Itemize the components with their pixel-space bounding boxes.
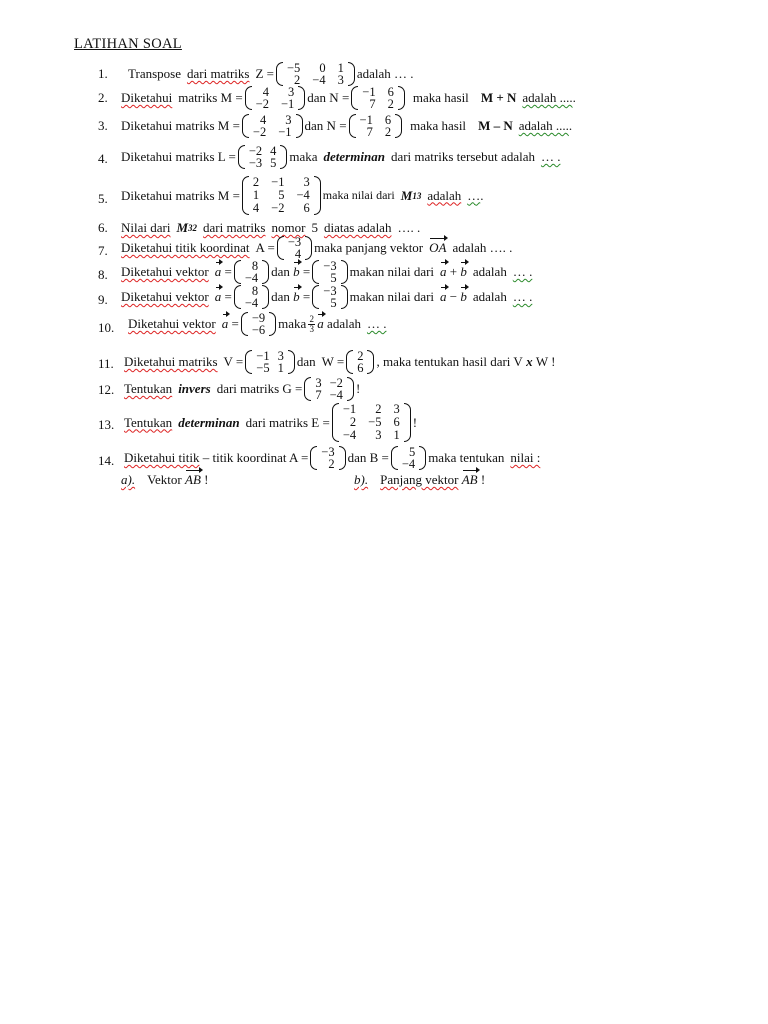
left-paren <box>312 285 319 309</box>
matrix-entry: 4 <box>252 201 260 215</box>
matrix-entry: −4 <box>244 296 259 310</box>
left-paren <box>234 285 241 309</box>
question-body <box>128 62 414 86</box>
question-text: M – N <box>478 118 513 133</box>
matrix-entry: 3 <box>277 349 284 363</box>
question-body <box>354 472 485 488</box>
matrix-entry: 5 <box>330 296 337 310</box>
right-paren <box>367 350 374 374</box>
question-text: determinan <box>178 414 240 430</box>
question-text: maka panjang vektor <box>314 240 424 255</box>
vector-matrix <box>234 285 269 309</box>
question-text: 5 <box>311 220 318 235</box>
vector-matrix <box>346 350 374 374</box>
question-body <box>121 86 576 110</box>
vector-symbol: a <box>221 316 229 331</box>
question-body <box>121 114 572 138</box>
question-11 <box>0 350 555 374</box>
right-paren <box>341 260 348 284</box>
question-text: maka nilai dari <box>322 188 395 202</box>
question-text: maka hasil <box>412 90 469 105</box>
matrix-entry: 4 <box>262 85 269 99</box>
question-text: = <box>224 289 232 304</box>
question-body <box>121 260 532 284</box>
matrix-entry: 2 <box>375 402 382 416</box>
right-paren <box>269 312 276 336</box>
question-number: 8. <box>98 267 108 282</box>
matrix-entry: 2 <box>349 415 357 429</box>
matrix-entry: 1 <box>393 428 400 442</box>
question-10 <box>0 312 386 336</box>
question-number: 13. <box>98 417 115 432</box>
right-paren <box>296 114 303 138</box>
sub-item-label: b). <box>354 472 369 487</box>
question-body <box>124 350 555 374</box>
question-text: makan nilai dari <box>349 289 435 304</box>
matrix-entry: 4 <box>259 113 267 127</box>
right-paren <box>341 285 348 309</box>
left-paren <box>241 312 248 336</box>
matrix <box>351 86 405 110</box>
question-text: ! <box>355 381 361 396</box>
matrix-entry: 2 <box>294 73 301 87</box>
question-body <box>121 220 420 236</box>
left-paren <box>351 86 358 110</box>
question-text: Diketahui titik <box>124 450 200 465</box>
question-14a <box>0 472 209 488</box>
question-body <box>128 312 386 336</box>
question-number: 11. <box>98 356 114 371</box>
question-text: Diketahui vektor <box>121 289 209 304</box>
question-text: maka <box>278 316 307 331</box>
matrix-entry: 3 <box>375 428 382 442</box>
question-number: 9. <box>98 292 108 307</box>
vector-symbol: OA <box>429 240 447 255</box>
vector-symbol: a <box>440 264 447 279</box>
vector-symbol: b <box>460 289 467 304</box>
matrix <box>242 176 321 215</box>
question-text: dan N = <box>307 90 350 105</box>
vector-matrix <box>312 260 347 284</box>
left-paren <box>238 145 245 169</box>
vector-matrix <box>234 260 269 284</box>
matrix-entry: 8 <box>251 259 259 273</box>
right-paren <box>404 403 411 442</box>
question-text: maka <box>289 149 318 164</box>
matrix-entry: −4 <box>401 457 416 471</box>
vector-symbol: b <box>460 264 467 279</box>
question-text: …. . <box>397 220 421 235</box>
matrix-grid <box>252 86 299 110</box>
matrix-entry: −1 <box>342 402 357 416</box>
question-text: , maka tentukan hasil dari V <box>376 354 523 369</box>
right-paren <box>339 446 346 470</box>
question-text: = <box>302 264 311 279</box>
matrix-grid <box>398 446 419 470</box>
question-text: = <box>302 289 311 304</box>
question-6 <box>0 220 420 236</box>
matrix-entry: 6 <box>387 85 394 99</box>
matrix-grid <box>319 285 340 309</box>
question-body <box>121 176 484 215</box>
matrix-entry: 5 <box>408 445 416 459</box>
matrix-entry: −2 <box>248 144 263 158</box>
vector-symbol: a <box>317 316 324 331</box>
matrix-entry: −2 <box>271 201 285 215</box>
question-text: A = <box>255 240 275 255</box>
vector-matrix <box>310 446 345 470</box>
matrix-entry: 7 <box>366 125 373 139</box>
question-text: diatas adalah <box>323 220 392 235</box>
question-text: adalah <box>427 187 462 203</box>
matrix-grid <box>241 285 262 309</box>
right-paren <box>419 446 426 470</box>
question-text: dari matriks <box>203 220 266 235</box>
matrix-entry: −2 <box>255 97 269 111</box>
matrix-entry: 6 <box>303 201 310 215</box>
question-text: Diketahui matriks L = <box>121 149 236 164</box>
left-paren <box>304 377 311 401</box>
question-number: 14. <box>98 453 115 468</box>
matrix-entry: −9 <box>251 311 266 325</box>
left-paren <box>312 260 319 284</box>
right-paren <box>348 62 355 86</box>
question-text: … <box>467 187 481 203</box>
matrix-entry: −4 <box>312 73 326 87</box>
question-text: adalah <box>327 316 361 331</box>
matrix-entry: 2 <box>384 125 392 139</box>
question-number: 2. <box>98 90 108 105</box>
question-13 <box>0 403 417 442</box>
question-text: nilai : <box>510 450 541 465</box>
question-text: ! <box>412 414 418 430</box>
vector-symbol: b <box>293 264 300 279</box>
question-text: Diketahui matriks M = <box>121 187 240 203</box>
left-paren <box>242 114 249 138</box>
question-text: ! <box>480 472 486 487</box>
question-text: M <box>176 220 189 235</box>
matrix-entry: 6 <box>393 415 400 429</box>
question-text: dan <box>296 354 316 369</box>
question-4 <box>0 145 560 169</box>
question-7 <box>0 236 512 260</box>
question-text: adalah <box>472 289 507 304</box>
matrix-entry: 1 <box>277 361 284 375</box>
question-text: nomor <box>271 220 306 235</box>
matrix-entry: −1 <box>278 125 292 139</box>
left-paren <box>349 114 356 138</box>
matrix-entry: 8 <box>251 284 259 298</box>
question-8 <box>0 260 532 284</box>
question-number: 4. <box>98 151 108 166</box>
matrix-entry: −3 <box>287 235 302 249</box>
question-text: makan nilai dari <box>349 264 435 279</box>
matrix-entry: −1 <box>362 85 376 99</box>
question-text: M + N <box>480 90 517 105</box>
left-paren <box>332 403 339 442</box>
question-text: V = <box>223 354 244 369</box>
question-text: dan B = <box>347 450 389 465</box>
fraction <box>308 315 315 334</box>
matrix-entry: −6 <box>251 323 266 337</box>
matrix-grid <box>319 260 340 284</box>
left-paren <box>310 446 317 470</box>
matrix-entry: 7 <box>315 388 322 402</box>
question-12 <box>0 377 360 401</box>
question-number: 10. <box>98 320 115 335</box>
question-number: 3. <box>98 118 108 133</box>
question-text: Diketahui titik koordinat <box>121 240 250 255</box>
question-text: = <box>231 316 239 331</box>
question-text: Tentukan <box>124 414 173 430</box>
matrix <box>332 403 411 442</box>
matrix-entry: 4 <box>294 247 302 261</box>
question-3 <box>0 114 572 138</box>
question-text: W ! <box>535 354 556 369</box>
question-number: 12. <box>98 382 115 397</box>
question-text: … . <box>366 316 387 331</box>
operator: + <box>449 264 458 279</box>
matrix <box>304 377 354 401</box>
question-text: Nilai dari <box>121 220 171 235</box>
question-body <box>121 472 209 488</box>
vector-matrix <box>391 446 426 470</box>
question-text: – titik koordinat A = <box>202 450 309 465</box>
matrix-entry: −1 <box>271 175 285 189</box>
matrix-entry: −4 <box>329 388 343 402</box>
matrix-entry: −1 <box>280 97 295 111</box>
matrix <box>276 62 355 86</box>
question-text: Diketahui matriks <box>124 354 218 369</box>
matrix-entry: 3 <box>285 113 292 127</box>
matrix-entry: −3 <box>248 156 263 170</box>
right-paren <box>314 176 321 215</box>
question-number: 1. <box>98 66 108 81</box>
question-text: dari matriks E = <box>245 414 330 430</box>
question-text: x <box>526 354 533 369</box>
question-text: Tentukan <box>124 381 173 396</box>
matrix-entry: −2 <box>252 125 267 139</box>
matrix-entry: −5 <box>286 61 301 75</box>
vector-symbol: AB <box>185 472 201 487</box>
question-text: . <box>572 90 576 105</box>
vector-symbol: b <box>293 289 300 304</box>
matrix-entry: −4 <box>342 428 357 442</box>
question-body <box>124 403 417 442</box>
question-body <box>124 377 360 401</box>
matrix <box>245 350 295 374</box>
question-text: Vektor <box>147 472 182 487</box>
question-1 <box>0 62 414 86</box>
matrix-entry: −2 <box>329 376 343 390</box>
matrix-entry: 2 <box>387 97 394 111</box>
question-text: Diketahui <box>121 90 173 105</box>
question-number: 5. <box>98 191 108 206</box>
question-text: dari matriks <box>186 66 250 81</box>
left-paren <box>242 176 249 215</box>
matrix-entry: 3 <box>303 175 310 189</box>
question-text: … . <box>512 264 533 279</box>
matrix-entry: 3 <box>315 376 322 390</box>
matrix-grid <box>252 350 288 374</box>
matrix-entry: −3 <box>321 445 335 459</box>
vector-symbol: a <box>214 289 222 304</box>
question-text: dan <box>271 264 290 279</box>
question-number: 6. <box>98 220 108 235</box>
question-text: Transpose <box>128 66 181 81</box>
question-number: 7. <box>98 243 108 258</box>
right-paren <box>288 350 295 374</box>
fraction-part: 3 <box>309 323 315 334</box>
vector-symbol: AB <box>461 472 478 487</box>
right-paren <box>262 285 269 309</box>
question-text: Z = <box>255 66 274 81</box>
matrix-entry: 2 <box>252 175 260 189</box>
matrix-grid <box>358 86 398 110</box>
vector-matrix <box>277 236 312 260</box>
question-text: maka tentukan <box>428 450 505 465</box>
matrix-entry: −1 <box>256 349 270 363</box>
matrix-entry: 0 <box>319 61 326 75</box>
matrix-entry: 5 <box>270 156 277 170</box>
question-text: dari matriks G = <box>216 381 303 396</box>
vector-matrix <box>312 285 347 309</box>
question-body <box>121 145 560 169</box>
right-paren <box>262 260 269 284</box>
question-text: dan N = <box>304 118 347 133</box>
matrix-entry: 1 <box>252 188 260 202</box>
matrix-grid <box>245 145 281 169</box>
question-5 <box>0 176 484 215</box>
question-text: adalah <box>472 264 507 279</box>
question-text: ! <box>204 472 209 487</box>
question-2 <box>0 86 576 110</box>
vector-symbol: a <box>214 264 222 279</box>
matrix <box>242 114 303 138</box>
matrix-grid <box>248 312 269 336</box>
question-text: adalah .... <box>518 118 569 133</box>
question-body <box>121 285 532 309</box>
right-paren <box>305 236 312 260</box>
matrix-entry: 3 <box>337 73 344 87</box>
vector-symbol: a <box>440 289 447 304</box>
matrix-entry: 1 <box>337 61 344 75</box>
question-text: determinan <box>323 149 385 164</box>
question-text: maka hasil <box>410 118 467 133</box>
matrix-grid <box>356 114 396 138</box>
question-text: matriks M = <box>178 90 243 105</box>
matrix-entry: −5 <box>368 415 382 429</box>
matrix-grid <box>353 350 367 374</box>
question-text: adalah …. . <box>452 240 513 255</box>
matrix-entry: −4 <box>296 188 310 202</box>
matrix-entry: 5 <box>330 271 337 285</box>
sub-item-label: a). <box>121 472 136 487</box>
matrix-entry: 7 <box>369 97 376 111</box>
matrix <box>245 86 306 110</box>
question-text: M <box>400 187 413 203</box>
matrix-entry: −4 <box>244 271 259 285</box>
operator: − <box>449 289 458 304</box>
right-paren <box>298 86 305 110</box>
question-text: = <box>224 264 232 279</box>
left-paren <box>391 446 398 470</box>
question-text: adalah .... <box>522 90 573 105</box>
matrix-entry: −5 <box>256 361 270 375</box>
right-paren <box>280 145 287 169</box>
question-text: Diketahui vektor <box>128 316 216 331</box>
matrix-entry: 6 <box>357 361 364 375</box>
vector-matrix <box>241 312 276 336</box>
question-text: Panjang vektor <box>380 472 459 487</box>
question-text: dan <box>271 289 290 304</box>
matrix-grid <box>249 114 296 138</box>
fraction-part: 2 <box>309 313 315 324</box>
matrix-grid <box>284 236 305 260</box>
matrix-entry: −1 <box>359 113 373 127</box>
question-text: W = <box>321 354 345 369</box>
left-paren <box>234 260 241 284</box>
matrix <box>349 114 403 138</box>
matrix-entry: −3 <box>323 284 337 298</box>
left-paren <box>276 62 283 86</box>
question-text: 32 <box>188 223 198 233</box>
left-paren <box>245 86 252 110</box>
matrix-entry: 4 <box>270 144 277 158</box>
question-text: dari matriks tersebut adalah <box>390 149 535 164</box>
question-text: Diketahui matriks M = <box>121 118 240 133</box>
matrix-entry: 6 <box>384 113 392 127</box>
left-paren <box>277 236 284 260</box>
right-paren <box>395 114 402 138</box>
question-text: 13 <box>412 190 422 201</box>
question-14b <box>354 472 485 488</box>
question-14 <box>0 446 540 470</box>
question-body <box>121 236 512 260</box>
matrix-grid <box>249 176 314 215</box>
right-paren <box>398 86 405 110</box>
right-paren <box>347 377 354 401</box>
matrix-entry: −3 <box>323 259 337 273</box>
question-text: adalah … . <box>356 66 414 81</box>
question-text: … . <box>512 289 533 304</box>
matrix-entry: 3 <box>393 402 400 416</box>
left-paren <box>346 350 353 374</box>
matrix-grid <box>317 446 338 470</box>
page-title: LATIHAN SOAL <box>74 36 182 52</box>
question-text: . <box>480 187 484 203</box>
matrix-entry: 2 <box>328 457 335 471</box>
question-9 <box>0 285 532 309</box>
matrix-grid <box>241 260 262 284</box>
matrix-entry: 5 <box>278 188 285 202</box>
matrix-grid <box>311 377 347 401</box>
matrix-entry: 2 <box>357 349 364 363</box>
matrix-grid <box>283 62 348 86</box>
matrix-entry: 3 <box>288 85 295 99</box>
matrix <box>238 145 288 169</box>
matrix-grid <box>339 403 404 442</box>
question-text: … . <box>540 149 561 164</box>
left-paren <box>245 350 252 374</box>
question-text: . <box>568 118 573 133</box>
question-text: invers <box>178 381 211 396</box>
question-text: Diketahui vektor <box>121 264 209 279</box>
